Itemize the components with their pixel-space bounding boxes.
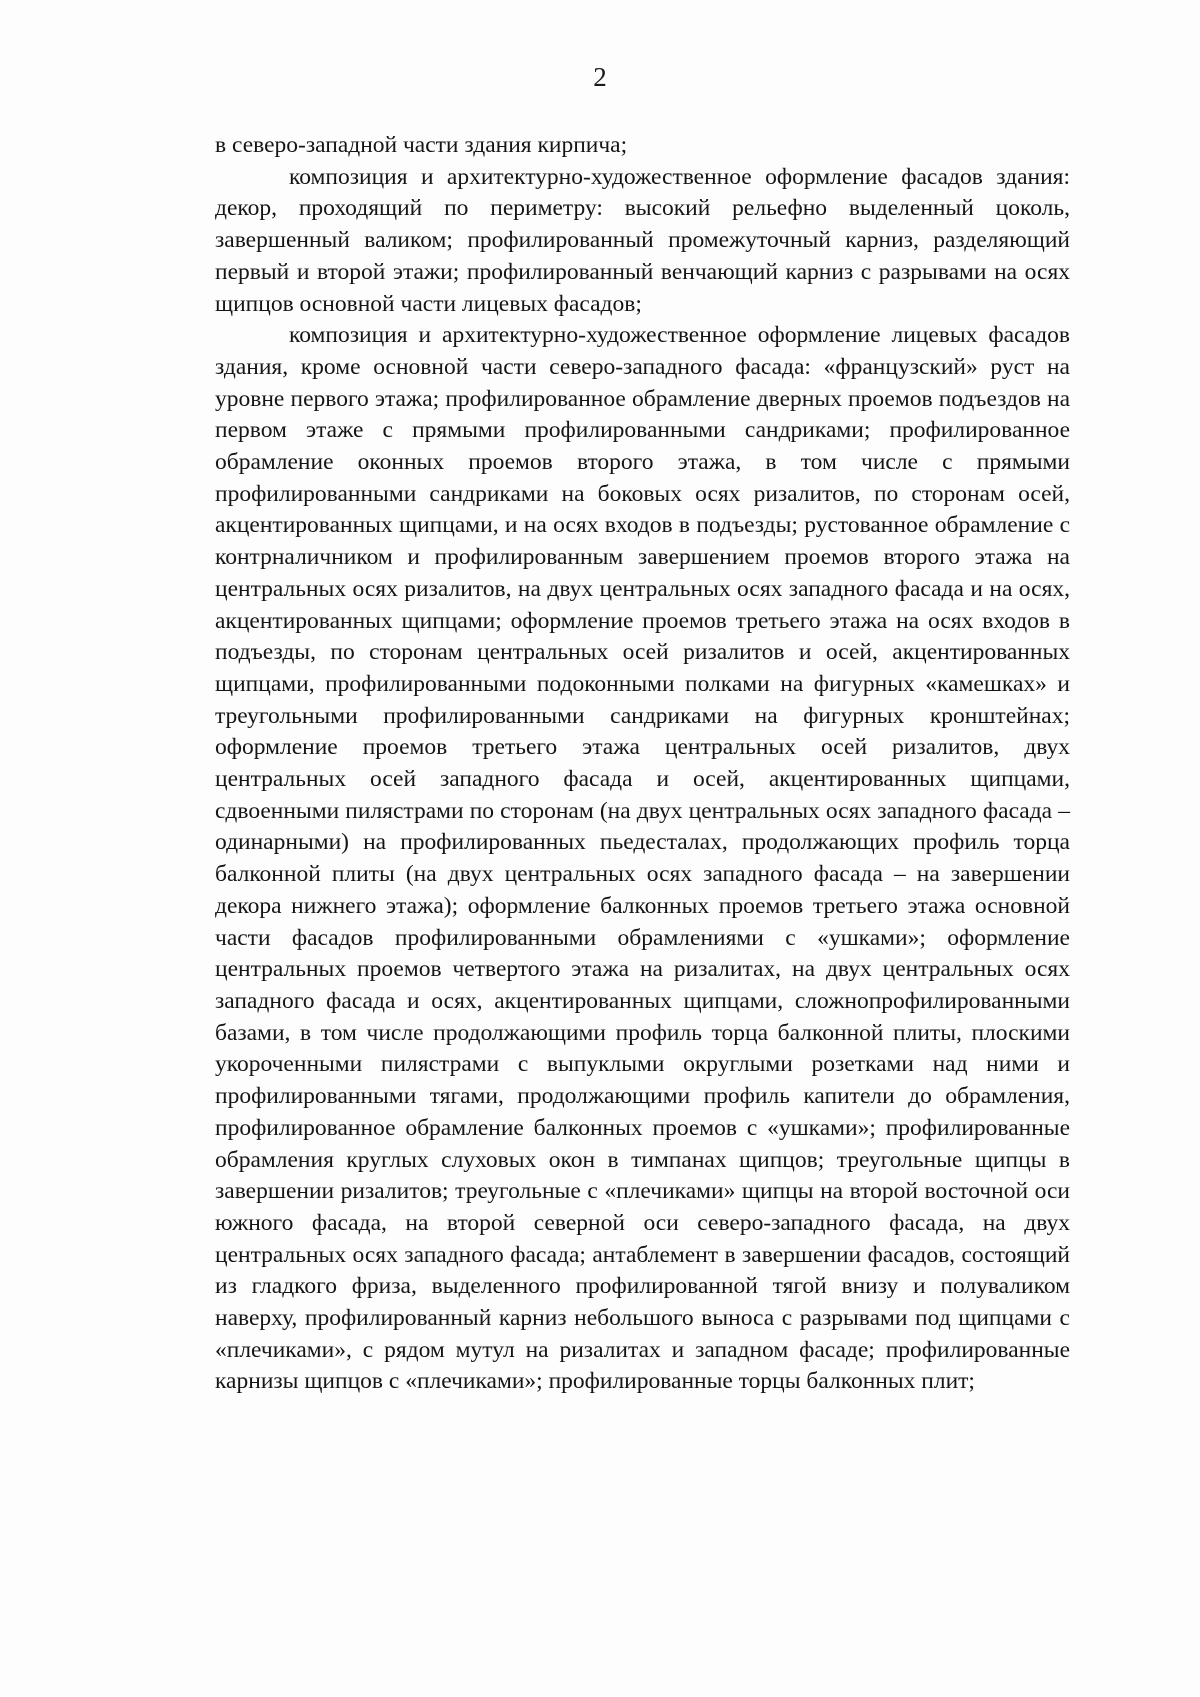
paragraph-facades-decor: композиция и архитектурно-художественное оформление фасадов здания: декор, проходящий по периметру: высокий рельефно выделенный цоколь, завершенный валиком; профилированный промежуточный карниз, разделяющий первый и второй этажи; профилированный венчающий карниз с разрывами на осях щипцов основной части лицевых фасадов; — [215, 163, 1070, 317]
paragraph-street-facades: композиция и архитектурно-художественное оформление лицевых фасадов здания, кроме основной части северо-западного фасада: «французский» руст на уровне первого этажа; профилированное обрамление дверных проемов подъездов на первом этаже с прямыми профилированными сандриками; профилированное обрамление оконных проемов второго этажа, в том числе с прямыми профилированными сандриками на боковых осях ризалитов, по сторонам осей, акцентированных щипцами, и на осях входов в подъезды; рустованное обрамление с контрналичником и профилированным завершением проемов второго этажа на центральных осях ризалитов, на двух центральных осях западного фасада и на осях, акцентированных щипцами; оформление проемов третьего этажа на осях входов в подъезды, по сторонам центральных осей ризалитов и осей, акцентированных щипцами, профилированными подоконными полками на фигурных «камешках» и треугольными профилированными сандриками на фигурных кронштейнах; оформление проемов третьего этажа центральных осей ризалитов, двух центральных осей западного фасада и осей, акцентированных щипцами, сдвоенными пилястрами по сторонам (на двух центральных осях западного фасада – одинарными) на профилированных пьедесталах, продолжающих профиль торца балконной плиты (на двух центральных осях западного фасада – на завершении декора нижнего этажа); оформление балконных проемов третьего этажа основной части фасадов профилированными обрамлениями с «ушками»; оформление центральных проемов четвертого этажа на ризалитах, на двух центральных осях западного фасада и осях, акцентированных щипцами, сложнопрофилированными базами, в том числе продолжающими профиль торца балконной плиты, плоскими укороченными пилястрами с выпуклыми округлыми розетками над ними и профилированными тягами, продолжающими профиль капители до обрамления, профилированное обрамление балконных проемов с «ушками»; профилированные обрамления круглых слуховых окон в тимпанах щипцов; треугольные щипцы в завершении ризалитов; треугольные с «плечиками» щипцы на второй восточной оси южного фасада, на второй северной оси северо-западного фасада, на двух центральных осях западного фасада; антаблемент в завершении фасадов, состоящий из гладкого фриза, выделенного профилированной тягой внизу и полуваликом наверху, профилированный карниз небольшого выноса с разрывами под щипцами с «плечиками», с рядом мутул на ризалитах и западном фасаде; профилированные карнизы щипцов с «плечиками»; профилированные торцы балконных плит; — [215, 322, 1070, 1395]
page-number: 2 — [593, 62, 607, 92]
document-body — [215, 130, 1070, 1398]
paragraph-continued: в северо-западной части здания кирпича; — [215, 132, 628, 158]
